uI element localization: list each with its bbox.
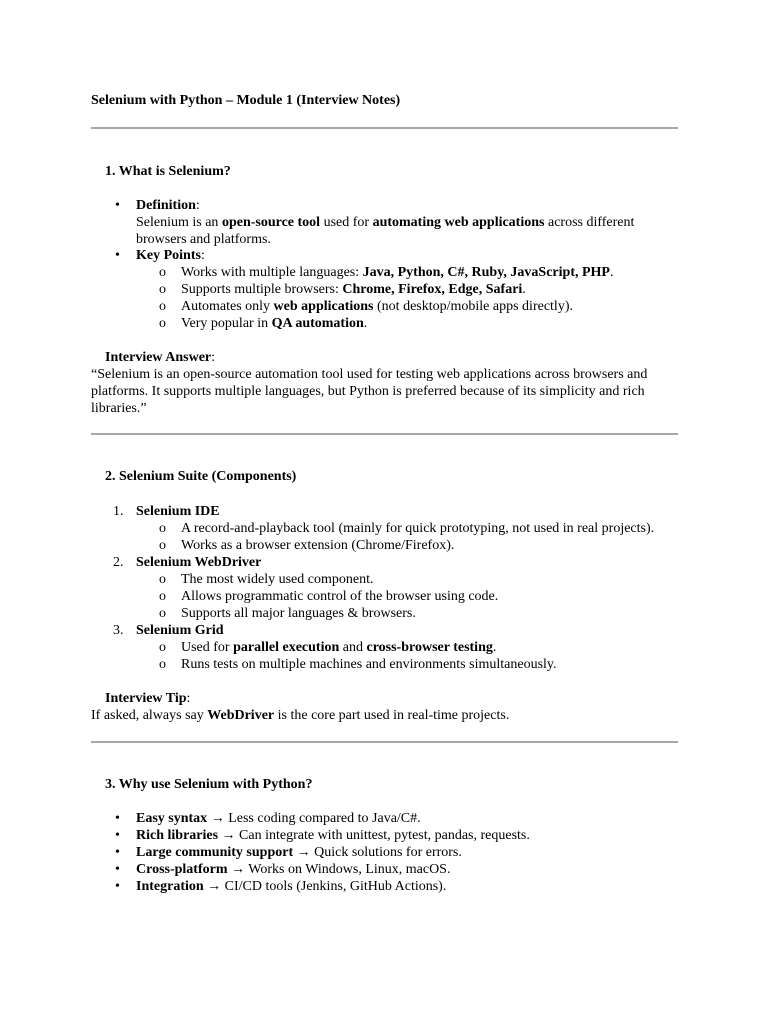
colon: : xyxy=(186,691,191,706)
reason-item-rich-libraries xyxy=(136,827,530,844)
interview-answer-line3: libraries.” xyxy=(91,401,147,416)
horizontal-rule xyxy=(91,127,678,129)
interview-answer-line2: platforms. It supports multiple languages, but Python is preferred because of its simplicity and rich xyxy=(91,384,645,399)
sub-bullet-glyph: o xyxy=(159,640,166,655)
reason-item-easy-syntax xyxy=(136,810,421,827)
interview-tip-text xyxy=(91,707,509,724)
interview-answer-label-line xyxy=(105,349,215,366)
key-point-2 xyxy=(181,281,526,298)
text-run: is the core part used in real-time projects. xyxy=(274,708,510,723)
definition-text-line1 xyxy=(136,214,634,231)
text-run: used for xyxy=(320,215,373,230)
webdriver-point-2: Allows programmatic control of the browser using code. xyxy=(181,589,499,604)
reason-item-integration xyxy=(136,878,446,895)
section-heading-1: 1. What is Selenium? xyxy=(105,164,231,179)
component-selenium-grid: Selenium Grid xyxy=(136,623,224,638)
key-point-3 xyxy=(181,298,573,315)
arrow-icon: → xyxy=(231,862,246,877)
text-run-bold: cross-browser testing xyxy=(366,640,493,655)
component-selenium-webdriver: Selenium WebDriver xyxy=(136,555,262,570)
text-run: . xyxy=(363,316,368,331)
text-run: . xyxy=(492,640,497,655)
grid-point-1 xyxy=(181,639,496,656)
arrow-icon: → xyxy=(221,828,236,843)
text-run: (not desktop/mobile apps directly). xyxy=(373,299,573,314)
reason-label: Rich libraries xyxy=(136,828,219,843)
list-number: 1. xyxy=(113,504,124,519)
reason-label: Integration xyxy=(136,879,204,894)
bullet-glyph: • xyxy=(115,862,120,877)
horizontal-rule xyxy=(91,433,678,435)
colon: : xyxy=(211,350,216,365)
reason-item-cross-platform xyxy=(136,861,450,878)
text-run-bold: parallel execution xyxy=(233,640,340,655)
text-run-bold: QA automation xyxy=(271,316,364,331)
webdriver-point-1: The most widely used component. xyxy=(181,572,374,587)
sub-bullet-glyph: o xyxy=(159,265,166,280)
key-point-4 xyxy=(181,315,367,332)
definition-text-line2: browsers and platforms. xyxy=(136,232,271,247)
text-run-bold: Chrome, Firefox, Edge, Safari xyxy=(342,282,523,297)
reason-text: Quick solutions for errors. xyxy=(314,845,462,860)
text-run: . xyxy=(609,265,614,280)
key-points-label: Key Points xyxy=(136,248,201,263)
text-run: If asked, always say xyxy=(91,708,208,723)
text-run: across different xyxy=(544,215,635,230)
grid-point-2: Runs tests on multiple machines and environments simultaneously. xyxy=(181,657,557,672)
ide-point-2: Works as a browser extension (Chrome/Firefox). xyxy=(181,538,455,553)
text-run: Very popular in xyxy=(181,316,272,331)
sub-bullet-glyph: o xyxy=(159,316,166,331)
bullet-glyph: • xyxy=(115,198,120,213)
arrow-icon: → xyxy=(210,811,225,826)
text-run: Automates only xyxy=(181,299,274,314)
definition-label: Definition xyxy=(136,198,196,213)
sub-bullet-glyph: o xyxy=(159,572,166,587)
sub-bullet-glyph: o xyxy=(159,589,166,604)
bullet-glyph: • xyxy=(115,248,120,263)
sub-bullet-glyph: o xyxy=(159,538,166,553)
sub-bullet-glyph: o xyxy=(159,657,166,672)
document-title: Selenium with Python – Module 1 (Interview Notes) xyxy=(91,93,401,108)
key-point-1 xyxy=(181,264,613,281)
reason-text: Can integrate with unittest, pytest, pandas, requests. xyxy=(239,828,530,843)
bullet-glyph: • xyxy=(115,879,120,894)
list-number: 3. xyxy=(113,623,124,638)
text-run: Supports multiple browsers: xyxy=(181,282,343,297)
reason-label: Large community support xyxy=(136,845,294,860)
text-run: Used for xyxy=(181,640,234,655)
sub-bullet-glyph: o xyxy=(159,299,166,314)
ide-point-1: A record-and-playback tool (mainly for quick prototyping, not used in real projects). xyxy=(181,521,655,536)
list-number: 2. xyxy=(113,555,124,570)
webdriver-point-3: Supports all major languages & browsers. xyxy=(181,606,416,621)
section-heading-2: 2. Selenium Suite (Components) xyxy=(105,469,297,484)
reason-text: Less coding compared to Java/C#. xyxy=(228,811,421,826)
definition-label-line xyxy=(136,197,200,214)
interview-answer-line1: “Selenium is an open-source automation tool used for testing web applications across browsers and xyxy=(91,367,648,382)
bullet-glyph: • xyxy=(115,828,120,843)
text-run-bold: automating web applications xyxy=(372,215,545,230)
sub-bullet-glyph: o xyxy=(159,606,166,621)
key-points-label-line xyxy=(136,247,205,264)
text-run-bold: open-source tool xyxy=(221,215,321,230)
component-selenium-ide: Selenium IDE xyxy=(136,504,220,519)
text-run-bold: WebDriver xyxy=(207,708,275,723)
text-run: . xyxy=(522,282,526,297)
section-heading-3: 3. Why use Selenium with Python? xyxy=(105,777,313,792)
text-run: Works with multiple languages: xyxy=(181,265,363,280)
interview-tip-label-line xyxy=(105,690,190,707)
sub-bullet-glyph: o xyxy=(159,521,166,536)
sub-bullet-glyph: o xyxy=(159,282,166,297)
text-run-bold: web applications xyxy=(273,299,374,314)
text-run-bold: Java, Python, C#, Ruby, JavaScript, PHP xyxy=(362,265,610,280)
text-run: and xyxy=(339,640,367,655)
reason-label: Cross-platform xyxy=(136,862,228,877)
bullet-glyph: • xyxy=(115,811,120,826)
interview-tip-label: Interview Tip xyxy=(105,691,187,706)
interview-answer-label: Interview Answer xyxy=(105,350,212,365)
reason-text: CI/CD tools (Jenkins, GitHub Actions). xyxy=(224,879,447,894)
arrow-icon: → xyxy=(296,845,311,860)
colon: : xyxy=(195,198,200,213)
reason-item-community-support xyxy=(136,844,462,861)
colon: : xyxy=(200,248,205,263)
bullet-glyph: • xyxy=(115,845,120,860)
reason-label: Easy syntax xyxy=(136,811,208,826)
horizontal-rule xyxy=(91,741,678,743)
text-run: Selenium is an xyxy=(136,215,222,230)
reason-text: Works on Windows, Linux, macOS. xyxy=(248,862,451,877)
arrow-icon: → xyxy=(207,879,222,894)
